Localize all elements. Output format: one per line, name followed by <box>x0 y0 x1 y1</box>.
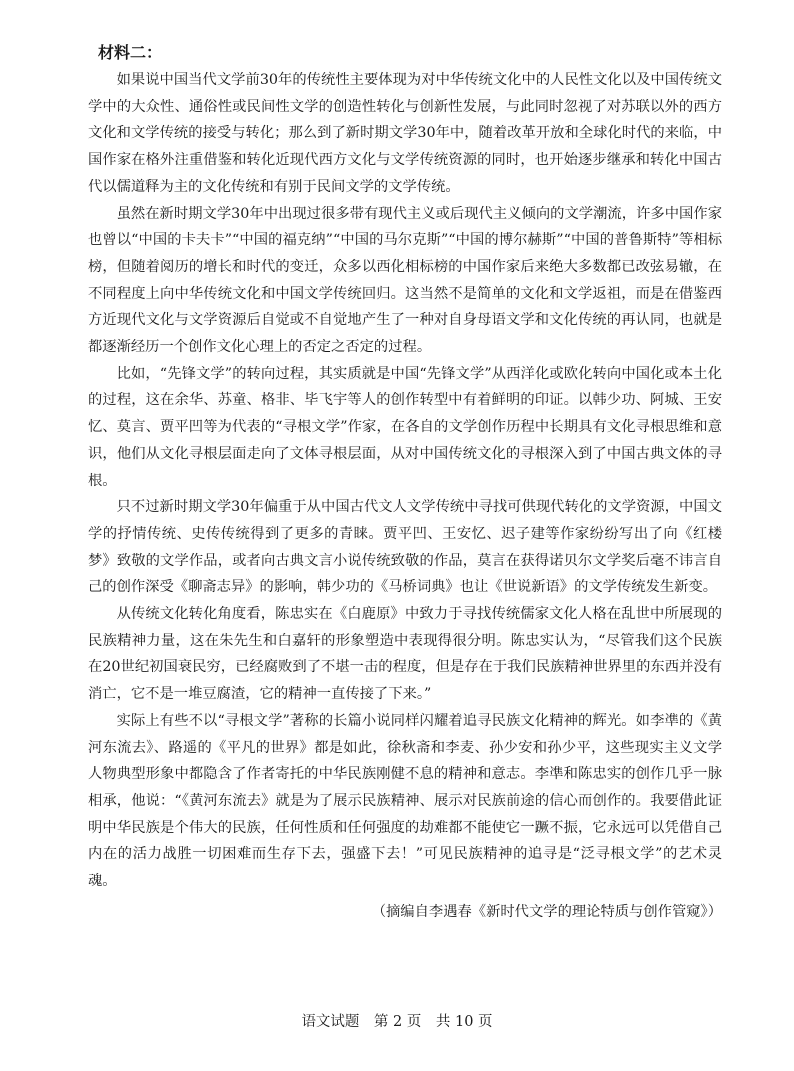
source-citation: （摘编自李遇春《新时代文学的理论特质与创作管窥》） <box>371 903 722 920</box>
material-heading: 材料二： <box>98 43 163 62</box>
paragraph: 只不过新时期文学30年偏重于从中国古代文人文学传统中寻找可供现代转化的文学资源，中国文学的抒情传统、史传传统得到了更多的青睐。贾平凹、王安忆、迟子建等作家纷纷写出了向《红楼梦》致敬的文学作品，或者向古典文言小说传统致敬的作品，莫言在获得诺贝尔文学奖后毫不讳言自己的创作深受《聊斋志异》的影响，韩少功的《马桥词典》也让《世说新语》的文学传统发生新变。 <box>88 499 722 596</box>
paragraph: 从传统文化转化角度看，陈忠实在《白鹿原》中致力于寻找传统儒家文化人格在乱世中所展现的民族精神力量，这在朱先生和白嘉轩的形象塑造中表现得很分明。陈忠实认为，“尽管我们这个民族在20世纪初国衰民穷，已经腐败到了不堪一击的程度，但是存在于我们民族精神世界里的东西并没有消亡，它不是一堆豆腐渣，它的精神一直传接了下来。” <box>88 606 722 703</box>
paragraph: 实际上有些不以“寻根文学”著称的长篇小说同样闪耀着追寻民族文化精神的辉光。如李凖的《黄河东流去》、路遥的《平凡的世界》都是如此，徐秋斋和李麦、孙少安和孙少平，这些现实主义文学人物典型形象中都隐含了作者寄托的中华民族刚健不息的精神和意志。李凖和陈忠实的创作几乎一脉相承，他说：“《黄河东流去》就是为了展示民族精神、展示对民族前途的信心而创作的。我要借此证明中华民族是个伟大的民族，任何性质和任何强度的劫难都不能使它一蹶不振，它永远可以凭借自己内在的活力战胜一切困难而生存下去，强盛下去！”可见民族精神的追寻是“泛寻根文学”的艺术灵魂。 <box>88 712 722 890</box>
page-footer: 语文试题 第 2 页 共 10 页 <box>301 1014 493 1030</box>
paragraph: 如果说中国当代文学前30年的传统性主要体现为对中华传统文化中的人民性文化以及中国传统文学中的大众性、通俗性或民间性文学的创造性转化与创新性发展，与此同时忽视了对苏联以外的西方文化和文学传统的接受与转化；那么到了新时期文学30年中，随着改革开放和全球化时代的来临，中国作家在格外注重借鉴和转化近现代西方文化与文学传统资源的同时，也开始逐步继承和转化中国古代以儒道释为主的文化传统和有别于民间文学的文学传统。 <box>88 72 722 195</box>
paragraph: 比如，“先锋文学”的转向过程，其实质就是中国“先锋文学”从西洋化或欧化转向中国化或本土化的过程，这在余华、苏童、格非、毕飞宇等人的创作转型中有着鲜明的印证。以韩少功、阿城、王安忆、莫言、贾平凹等为代表的“寻根文学”作家，在各自的文学创作历程中长期具有文化寻根思维和意识，他们从文化寻根层面走向了文体寻根层面，从对中国传统文化的寻根深入到了中国古典文体的寻根。 <box>88 365 722 489</box>
paragraph: 虽然在新时期文学30年中出现过很多带有现代主义或后现代主义倾向的文学潮流，许多中国作家也曾以“中国的卡夫卡”“中国的福克纳”“中国的马尔克斯”“中国的博尔赫斯”“中国的普鲁斯特”等相标榜，但随着阅历的增长和时代的变迁，众多以西化相标榜的中国作家后来绝大多数都已改弦易辙，在不同程度上向中华传统文化和中国文学传统回归。这当然不是简单的文化和文学返祖，而是在借鉴西方近现代文化与文学资源后自觉或不自觉地产生了一种对自身母语文学和文化传统的再认同，也就是都逐渐经历一个创作文化心理上的否定之否定的过程。 <box>88 205 722 356</box>
material-two <box>88 40 722 925</box>
